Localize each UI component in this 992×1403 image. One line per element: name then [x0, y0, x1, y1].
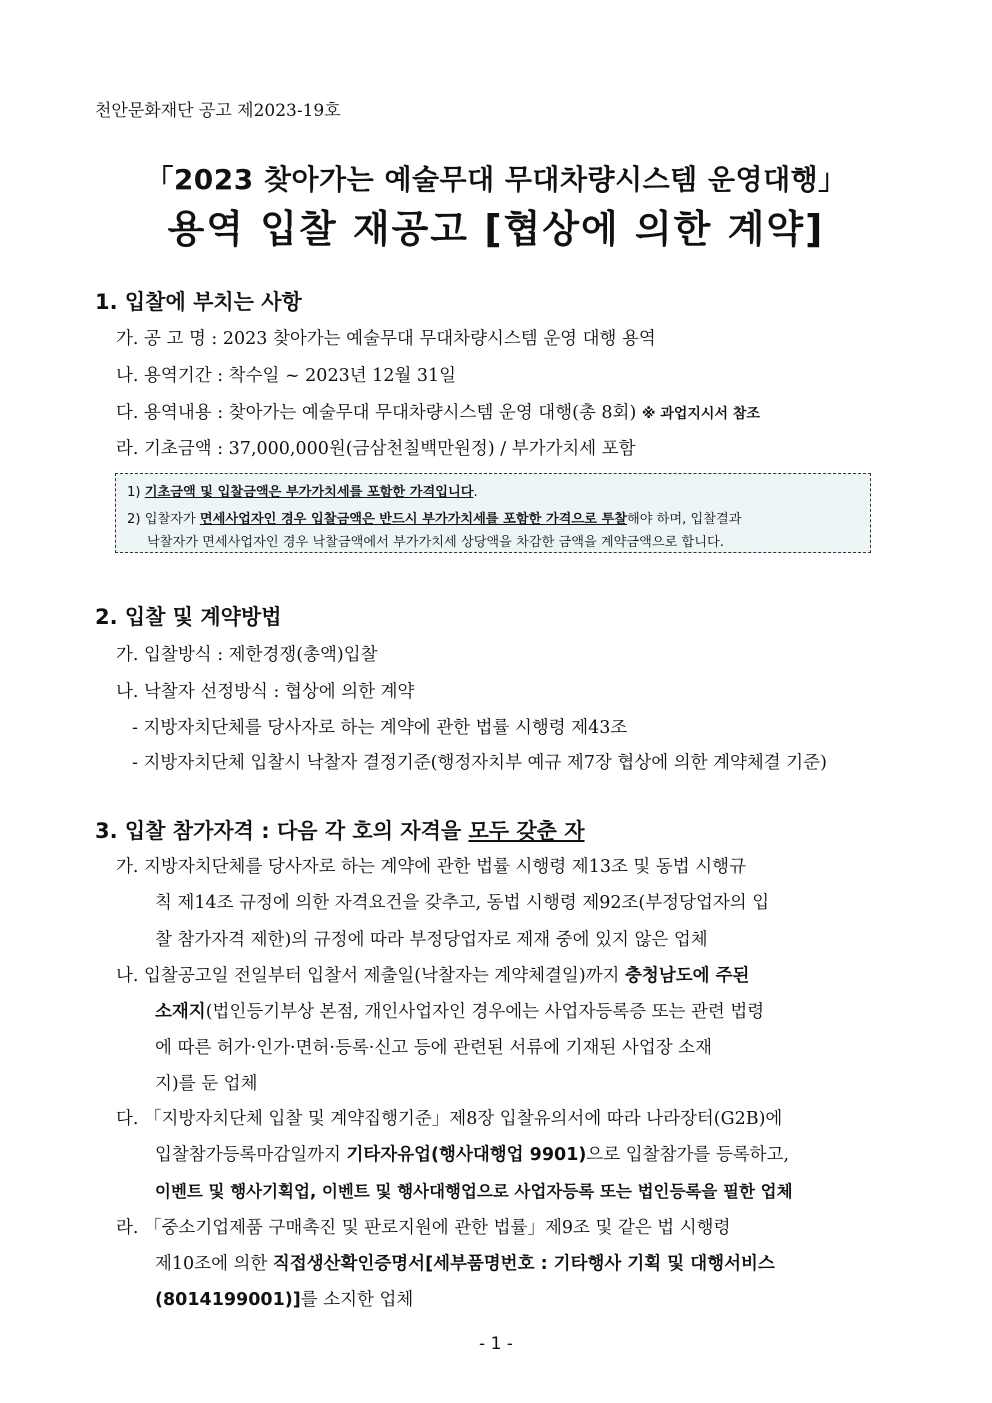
document-title-line1: 「2023 찾아가는 예술무대 무대차량시스템 운영대행」: [145, 163, 847, 196]
ra-line3-text: 를 소지한 업체: [300, 1290, 414, 1310]
document-title-line2: 용역 입찰 재공고 [협상에 의한 계약]: [167, 207, 825, 251]
note-2-prefix: 2): [127, 512, 141, 527]
section3-na-line3: 에 따른 허가·인가·면허·등록·신고 등에 관련된 서류에 기재된 사업장 소재: [155, 1038, 712, 1058]
da-line2-emphasis: 기타자유업(행사대행업 9901): [346, 1145, 587, 1165]
section3-heading: [95, 815, 585, 845]
notes-box: [115, 473, 871, 553]
section1-item-ra: 라. 기초금액 : 37,000,000원(금삼천칠백만원정) / 부가가치세 포함: [116, 439, 636, 459]
section2-heading: 2. 입찰 및 계약방법: [95, 605, 282, 629]
section3-na-line1: [116, 962, 749, 987]
section2-item-na: 나. 낙찰자 선정방식 : 협상에 의한 계약: [116, 682, 415, 702]
ra-line2-text: 제10조에 의한: [155, 1254, 273, 1274]
item-da-text: 다. 용역내용 : 찾아가는 예술무대 무대차량시스템 운영 대행(총 8회): [116, 403, 637, 423]
section3-heading-emphasis: 모두 갖춘 자: [468, 819, 585, 843]
note-2-part-a: 입찰자가: [144, 512, 196, 527]
section3-ra-line3: [155, 1286, 413, 1311]
note-2: [127, 508, 741, 527]
da-line2-text: 입찰참가등록마감일까지: [155, 1145, 347, 1165]
notice-number: 천안문화재단 공고 제2023-19호: [95, 101, 341, 121]
section2-sub2: - 지방자치단체 입찰시 낙찰자 결정기준(행정자치부 예규 제7장 협상에 의한 계약체결 기준): [132, 753, 827, 773]
section3-da-line2: [155, 1141, 789, 1166]
section1-heading: 1. 입찰에 부치는 사항: [95, 290, 302, 314]
section1-item-ga: 가. 공 고 명 : 2023 찾아가는 예술무대 무대차량시스템 운영 대행 용역: [116, 329, 656, 349]
section1-item-da: [116, 399, 760, 424]
page-number: - 1 -: [479, 1334, 513, 1354]
note-2-part-c: 해야 하며, 입찰결과: [626, 512, 742, 527]
da-line2-tail: 으로 입찰참가를 등록하고,: [586, 1145, 790, 1165]
section3-ga-line1: 가. 지방자치단체를 당사자로 하는 계약에 관한 법률 시행령 제13조 및 동법 시행규: [116, 857, 746, 877]
note-1-prefix: 1): [127, 485, 141, 500]
section3-ga-line3: 찰 참가자격 제한)의 규정에 따라 부정당업자로 제재 중에 있지 않은 업체: [155, 930, 708, 950]
section3-ga-line2: 칙 제14조 규정에 의한 자격요건을 갖추고, 동법 시행령 제92조(부정당업자의 입: [155, 893, 770, 913]
reference-note: ※ 과업지시서 참조: [641, 406, 760, 422]
section3-da-line3: 이벤트 및 행사기획업, 이벤트 및 행사대행업으로 사업자등록 또는 법인등록을 필한 업체: [155, 1182, 793, 1201]
section3-na-line2: [155, 998, 764, 1023]
ra-line2-emphasis: 직접생산확인증명서[세부품명번호 : 기타행사 기획 및 대행서비스: [272, 1254, 775, 1274]
section2-item-ga: 가. 입찰방식 : 제한경쟁(총액)입찰: [116, 645, 378, 665]
section3-da-line1: 다. 「지방자치단체 입찰 및 계약집행기준」제8장 입찰유의서에 따라 나라장터(G2B)에: [116, 1109, 783, 1129]
na-line2-text: (법인등기부상 본점, 개인사업자인 경우에는 사업자등록증 또는 관련 법령: [205, 1002, 765, 1022]
ra-line3-emphasis: (8014199001)]: [155, 1290, 301, 1310]
section3-ra-line1: 라. 「중소기업제품 구매촉진 및 판로지원에 관한 법률」제9조 및 같은 법 시행령: [116, 1218, 731, 1238]
note-1: [127, 481, 478, 500]
na-line1-emphasis: 충청남도에 주된: [625, 966, 750, 986]
section2-sub1: - 지방자치단체를 당사자로 하는 계약에 관한 법률 시행령 제43조: [132, 718, 628, 738]
na-line2-emphasis: 소재지: [155, 1002, 206, 1022]
section3-ra-line2: [155, 1250, 775, 1275]
section3-na-line4: 지)를 둔 업체: [155, 1074, 258, 1094]
note-2-emphasis: 면세사업자인 경우 입찰금액은 반드시 부가가치세를 포함한 가격으로 투찰: [199, 512, 627, 527]
note-1-text: 기초금액 및 입찰금액은 부가가치세를 포함한 가격입니다: [144, 485, 474, 500]
section1-item-na: 나. 용역기간 : 착수일 ~ 2023년 12월 31일: [116, 366, 457, 386]
note-1-end: .: [473, 485, 478, 500]
note-2-line2: 낙찰자가 면세사업자인 경우 낙찰금액에서 부가가치세 상당액을 차감한 금액을 계약금액으로 합니다.: [147, 535, 724, 550]
section3-heading-text: 3. 입찰 참가자격 : 다음 각 호의 자격을: [95, 819, 469, 843]
na-line1-text: 나. 입찰공고일 전일부터 입찰서 제출일(낙찰자는 계약체결일)까지: [116, 966, 626, 986]
